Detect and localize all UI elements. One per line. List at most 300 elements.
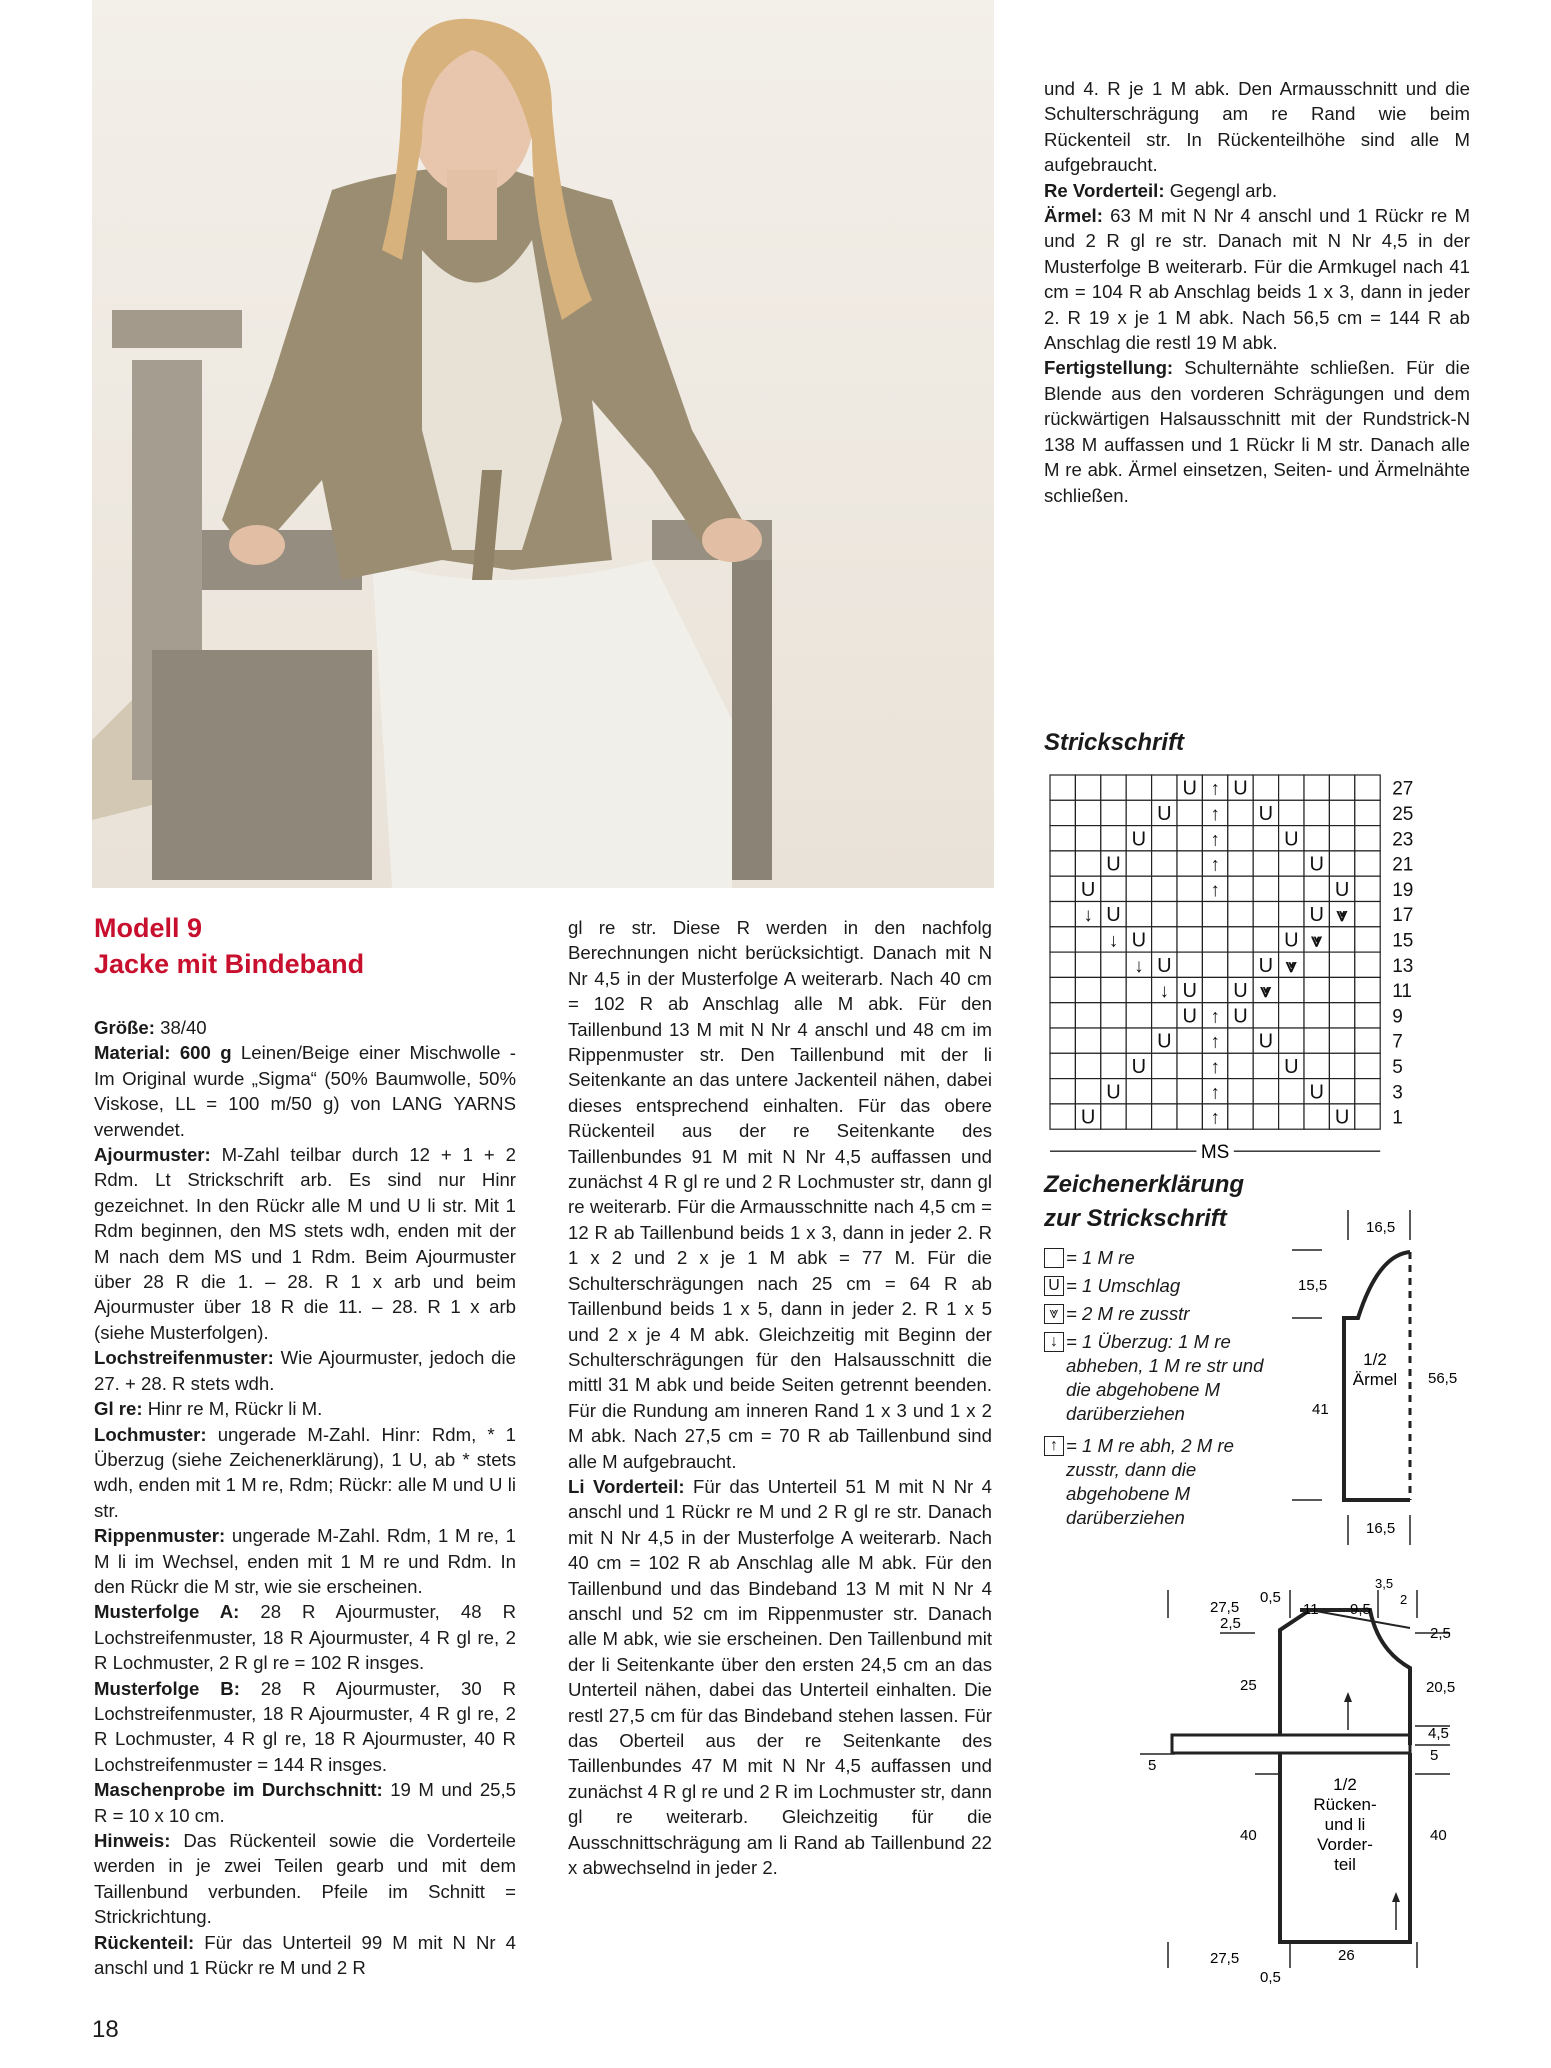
chart-cell [1126,977,1151,1002]
lower-right-height: 40 [1430,1827,1447,1844]
chart-cell [1177,952,1202,977]
right-dip: 2,5 [1430,1625,1451,1642]
yarn-over-icon: U [1233,980,1248,1003]
paragraph-text: Schulternähte schließen. Für die Blende aus den vorderen Schrägungen und dem rückwärtigen Halsausschnitt mit der Rundstrick-N 138 M auffassen und 1 Rückr li M str. Danach alle M re abk. Ärmel einsetzen, Seiten- und Ärmelnähte schließen. [1044,357,1470,506]
chart-cell [1355,927,1380,952]
yarn-over-icon: U [1334,878,1350,901]
chart-cell [1228,1053,1253,1078]
paragraph [568,1474,992,1881]
chart-cell [1355,977,1380,1002]
chart-cell [1253,876,1278,901]
legend-item-skp [1044,1330,1294,1426]
chart-cell [1355,1053,1380,1078]
paragraph-text: Für das Unterteil 51 M mit N Nr 4 anschl und 1 Rückr re M und 2 R gl re str. Danach mit N Nr 4,5 in der Musterfolge A weiterarb. Nach 40 cm = 102 R ab Anschlag alle M abk. Für den Taillenbund und das Bindeband 13 M mit N Nr 4 anschl und 52 cm im Rippenmuster str. Danach alle M abk, wie sie erscheinen. Den Taillenbund mit der li Seitenkante über den ersten 24,5 cm an das Unterteil nähen, dabei das Unterteil einhalten. Die restl 27,5 cm für das Bindeband stehen lassen. Für das Oberteil aus der re Seitenkante des Taillenbundes 47 M mit N Nr 4,5 auffassen und zunächst 4 R gl re und 2 R im Lochmuster str, dann gl re weiterarb. Gleichzeitig für die Ausschnittschrägung am li Rand ab Taillenbund 22 x abwechselnd in jeder 2. [568,1475,992,1879]
chart-cell [1228,902,1253,927]
down-arrow-icon: ↓ [1044,1332,1064,1352]
chart-cell [1329,851,1354,876]
chart-cell [1126,902,1151,927]
chart-cell [1075,826,1100,851]
legend-item-knit [1044,1246,1294,1270]
paragraph [94,1930,516,1981]
chart-cell [1329,1053,1354,1078]
up-arrow-icon: ↑ [1210,1006,1220,1028]
down-arrow-icon: ↓ [1159,981,1170,1003]
down-arrow-icon: ↓ [1108,930,1119,952]
body-label-2: Rücken- [1313,1795,1377,1814]
chart-cell [1126,1003,1151,1028]
paragraph-text: 28 R Ajourmuster, 48 R Lochstreifenmuster, 18 R Ajourmuster, 4 R gl re, 2 R Lochmuster, 2 R gl re = 102 R insges. [94,1601,516,1674]
yarn-over-icon: U [1131,929,1147,952]
sleeve-top-width: 16,5 [1366,1219,1396,1236]
body-label-3: und li [1324,1815,1366,1834]
chart-row-label: 21 [1392,854,1414,876]
chart-cell [1329,977,1354,1002]
chart-row-label: 3 [1392,1082,1403,1104]
yarn-over-icon: U [1157,954,1172,977]
paragraph-label: Re Vorderteil: [1044,179,1165,201]
paragraph-text: 38/40 [154,1017,207,1038]
paragraph-label: Lochstreifenmuster: [94,1347,274,1369]
paragraph [94,1396,516,1421]
chart-cell [1101,826,1126,851]
chart-cell [1329,800,1354,825]
chart-cell [1304,826,1329,851]
chart-row-label: 17 [1392,905,1414,927]
knit-stitch-icon [1044,1248,1064,1268]
paragraph-text: 28 R Ajourmuster, 30 R Lochstreifenmuster, 18 R Ajourmuster, 4 R gl re, 2 R Lochmuster, 4 R gl re, 18 R Ajourmuster, 40 R Lochstreifenmuster = 144 R insges. [94,1677,516,1775]
chart-cell [1050,775,1075,800]
legend-heading [1044,1168,1244,1236]
chart-cell [1050,902,1075,927]
chart-cell [1355,851,1380,876]
chart-cell [1075,977,1100,1002]
yarn-over-icon: U [1157,1030,1172,1053]
legend-text: = 1 M re [1066,1247,1135,1268]
chart-cell [1304,1003,1329,1028]
body-schematic [1110,1570,1470,1995]
chart-row-label: 19 [1392,879,1414,901]
paragraph-text: gl re str. Diese R werden in den nachfolg Berechnungen nicht berücksichtigt. Danach mit N Nr 4,5 in der Musterfolge A weiterarb. Nach 40 cm = 102 R ab Anschlag alle M abk. Für den Taillenbund 13 M mit N Nr 4 anschl und 48 cm im Rippenmuster str. Den Taillenbund mit der li Seitenkante an das untere Jackenteil nähen, dabei dieses entsprechend einhalten. Für das obere Rückenteil aus der re Seitenkante des Taillenbundes 91 M mit N Nr 4,5 auffassen und zunächst 4 R gl re und 2 R Lochmuster str, dann gl re weiterarb. Für die Armausschnitte nach 4,5 cm = 12 R ab Taillenbund beids 1 x 3, dann in jeder 2. R 1 x 2 und 2 x je 1 M abk = 77 M. Für die Schulterschrägungen nach 25 cm = 64 R ab Taillenbund beids 1 x 5, dann in jeder 2. R 1 x 5 und 2 x je 4 M abk. Gleichzeitig mit Beginn der Schulterschrägungen für den Halsausschnitt die mittl 31 M abk und beide Seiten getrennt beenden. Für die Rundung am inneren Rand 1 x 3 und 1 x 2 M abk. Nach 27,5 cm = 70 R ab Taillenbund sind alle M aufgebraucht. [568,917,992,1472]
bottom-offset: 0,5 [1260,1969,1281,1986]
model-name: Jacke mit Bindeband [94,949,365,979]
paragraph-text: ungerade M-Zahl. Rdm, 1 M re, 1 M li im Wechsel, enden mit 1 M re und Rdm. In den Rückr die M str, wie sie erscheinen. [94,1525,516,1597]
paragraph-text: Für das Unterteil 99 M mit N Nr 4 anschl und 1 Rückr re M und 2 R [94,1931,516,1979]
neck-offset: 0,5 [1260,1589,1281,1606]
chart-cell [1279,1104,1304,1129]
legend-item-sk2p [1044,1434,1294,1530]
paragraph-label: Lochmuster: [94,1423,207,1445]
legend-text: = 2 M re zusstr [1066,1303,1190,1324]
chart-cell [1050,952,1075,977]
chart-cell [1253,826,1278,851]
paragraph-label: Ajourmuster: [94,1144,211,1166]
yarn-over-icon: U [1309,1081,1324,1104]
paragraph [94,1777,516,1828]
yarn-over-icon: U [1080,878,1096,901]
paragraph [94,1040,516,1142]
yarn-over-icon: U [1309,904,1324,927]
paragraph [94,1142,516,1345]
chart-cell [1177,826,1202,851]
chart-cell [1279,800,1304,825]
yarn-over-icon: U [1258,802,1274,825]
paragraph-text: 63 M mit N Nr 4 anschl und 1 Rückr re M und 2 R gl re str. Danach mit N Nr 4,5 in der Musterfolge B weiterarb. Für die Armkugel nach 41 cm = 104 R ab Anschlag beids 1 x 3, dann in jeder 2. R 19 x je 1 M abk. Nach 56,5 cm = 144 R ab Anschlag die restl 19 M abk. [1044,205,1470,354]
up-arrow-icon: ↑ [1210,778,1220,800]
chart-cell [1177,1053,1202,1078]
chart-cell [1304,1053,1329,1078]
chart-row-label: 9 [1392,1006,1403,1028]
chart-row-label: 13 [1392,955,1414,977]
instructions-column-1 [94,1015,516,1980]
chart-cell [1202,952,1227,977]
chart-cell [1050,1028,1075,1053]
chart-cell [1075,1053,1100,1078]
legend-text: = 1 Überzug: 1 M re abheben, 1 M re str und die abgehobene M darüberziehen [1066,1331,1264,1424]
up-arrow-icon: ↑ [1210,1082,1220,1104]
legend-text: = 1 Umschlag [1066,1275,1181,1296]
chart-cell [1177,1104,1202,1129]
armhole-depth: 20,5 [1426,1679,1456,1696]
sleeve-lower-height: 41 [1312,1401,1329,1418]
chart-cell [1355,1104,1380,1129]
model-title [94,910,364,982]
yarn-over-icon: U [1106,1081,1121,1104]
yarn-over-icon: U [1258,954,1274,977]
paragraph-label: Musterfolge B: [94,1677,240,1699]
chart-cell [1228,851,1253,876]
up-arrow-icon: ↑ [1210,1107,1220,1129]
model-photo [92,0,994,888]
sleeve-label-1: 1/2 [1363,1350,1387,1369]
paragraph-label: Fertigstellung: [1044,357,1174,379]
chart-cell [1253,1079,1278,1104]
chart-cell [1075,927,1100,952]
paragraph-text: Das Rückenteil sowie die Vorderteile werden in je zwei Teilen gearb und mit dem Taillenbund verbunden. Pfeile im Schnitt = Strickrichtung. [94,1830,516,1928]
k2tog-icon: ⩔ [1311,930,1323,952]
lochmuster-b: 5 [1430,1747,1439,1764]
chart-cell [1355,800,1380,825]
chart-cell [1329,952,1354,977]
legend-text: = 1 M re abh, 2 M re zusstr, dann die abgehobene M darüberziehen [1066,1435,1234,1528]
chart-cell [1075,851,1100,876]
chart-cell [1279,876,1304,901]
sleeve-bottom-width: 16,5 [1366,1520,1396,1537]
chart-cell [1101,1028,1126,1053]
model-photo-icon [92,0,994,888]
chart-cell [1253,927,1278,952]
model-number: Modell 9 [94,913,203,943]
paragraph-label: Gl re: [94,1398,143,1420]
paragraph-text: M-Zahl teilbar durch 12 + 1 + 2 Rdm. Lt Strickschrift arb. Es sind nur Hinr gezeichnet. In den Rückr alle M und U li str. Mit 1 Rdm beginnen, den MS stets wdh, enden mit der M nach dem MS und 1 Rdm. Beim Ajourmuster über 28 R die 1. – 28. R 1 x arb und beim Ajourmuster über 18 R die 11. – 28. R 1 x arb (siehe Musterfolgen). [94,1144,516,1343]
chart-cell [1126,851,1151,876]
ms-label: MS [1200,1142,1230,1164]
yarn-over-icon: U [1182,777,1197,800]
chart-cell [1050,1003,1075,1028]
body-label-4: Vorder- [1317,1835,1373,1854]
chart-cell [1050,826,1075,851]
paragraph-label: Hinweis: [94,1830,171,1851]
chart-cell [1126,1028,1151,1053]
chart-cell [1050,851,1075,876]
chart-cell [1152,902,1177,927]
paragraph-text: Gegengl arb. [1164,179,1278,201]
edge-small: 2 [1400,1592,1408,1607]
legend-item-yarnover [1044,1274,1294,1298]
up-arrow-icon: ↑ [1210,829,1220,851]
k2tog-icon: ⩔ [1285,955,1297,977]
k2tog-icon: ⩔ [1336,905,1348,927]
neck-width: 11 [1303,1601,1319,1618]
chart-cell [1253,1053,1278,1078]
paragraph-label: Musterfolge A: [94,1601,240,1623]
paragraph-label: Li Vorderteil: [568,1475,685,1497]
yarn-over-icon: U [1182,980,1197,1003]
chart-cell [1228,826,1253,851]
band-left: 5 [1148,1757,1157,1774]
chart-cell [1101,1104,1126,1129]
chart-cell [1152,876,1177,901]
paragraph [94,1015,516,1040]
yarn-over-icon: U [1157,802,1172,825]
chart-cell [1355,902,1380,927]
legend-list [1044,1246,1294,1530]
paragraph [568,915,992,1474]
chart-cell [1202,902,1227,927]
chart-cell [1228,800,1253,825]
chart-cell [1279,1028,1304,1053]
paragraph [1044,203,1470,355]
legend-item-k2tog [1044,1302,1294,1326]
chart-cell [1355,826,1380,851]
chart-row-label: 1 [1392,1107,1403,1129]
chart-cell [1329,1028,1354,1053]
knitting-chart [1040,765,1414,1164]
chart-cell [1304,1104,1329,1129]
chart-cell [1152,775,1177,800]
paragraph-label: Ärmel: [1044,205,1103,227]
chart-cell [1304,775,1329,800]
paragraph [94,1828,516,1930]
chart-cell [1329,1003,1354,1028]
chart-cell [1355,952,1380,977]
paragraph [94,1676,516,1778]
chart-cell [1152,1003,1177,1028]
up-arrow-icon: ↑ [1210,1031,1220,1053]
chart-cell [1050,977,1075,1002]
shoulder-left: 27,5 [1210,1599,1240,1616]
yarn-over-icon: U [1233,1005,1248,1028]
chart-cell [1279,775,1304,800]
up-arrow-icon: ↑ [1210,803,1220,825]
sleeve-total-height: 56,5 [1428,1370,1458,1387]
chart-cell [1304,800,1329,825]
chart-cell [1304,1028,1329,1053]
sleeve-label-2: Ärmel [1352,1370,1398,1389]
upper-height: 25 [1240,1677,1257,1694]
chart-cell [1228,876,1253,901]
up-arrow-icon: ↑ [1210,1056,1220,1078]
chart-cell [1075,775,1100,800]
paragraph-label: Material: 600 g [94,1042,232,1064]
chart-cell [1279,1003,1304,1028]
legend-heading-line1: Zeichenerklärung [1044,1171,1245,1198]
chart-cell [1101,952,1126,977]
yarn-over-icon: U [1106,853,1121,876]
paragraph-text: ungerade M-Zahl. Hinr: Rdm, * 1 Überzug (siehe Zeichenerklärung), 1 U, ab * stets wdh, enden mit 1 M re, Rdm; Rückr: alle M und U li str. [94,1423,516,1521]
left-dip: 2,5 [1220,1615,1241,1632]
chart-cell [1253,1003,1278,1028]
chart-row-label: 23 [1392,829,1414,851]
paragraph [1044,178,1470,203]
paragraph-label: Rückenteil: [94,1931,195,1953]
yarn-over-icon: U [1233,777,1248,800]
down-arrow-icon: ↓ [1134,955,1144,977]
paragraph-label: Maschenprobe im Durchschnitt: [94,1779,383,1801]
chart-cell [1279,1079,1304,1104]
paragraph [94,1599,516,1675]
chart-cell [1050,800,1075,825]
chart-cell [1329,927,1354,952]
yarn-over-icon: U [1131,1055,1147,1078]
chart-cell [1126,775,1151,800]
bottom-width: 26 [1338,1947,1355,1964]
chart-cell [1177,876,1202,901]
paragraph [1044,76,1470,178]
chart-cell [1355,1003,1380,1028]
edge-top: 3,5 [1375,1576,1394,1591]
chart-row-label: 25 [1392,803,1414,825]
chart-cell [1152,1079,1177,1104]
paragraph-text: Leinen/Beige einer Mischwolle - Im Original wurde „Sigma“ (50% Baumwolle, 50% Viskose, LL = 100 m/50 g) von LANG YARNS verwendet. [94,1042,516,1140]
chart-cell [1355,1079,1380,1104]
chart-cell [1253,1104,1278,1129]
sleeve-schematic [1280,1200,1460,1550]
instructions-column-3 [1044,76,1470,508]
chart-cell [1202,927,1227,952]
chart-cell [1177,800,1202,825]
shoulder-right: 9,5 [1350,1601,1371,1618]
down-arrow-icon: ↓ [1083,905,1093,927]
chart-cell [1075,1028,1100,1053]
paragraph-label: Rippenmuster: [94,1525,226,1547]
up-arrow-icon: ↑ [1210,854,1220,876]
chart-cell [1304,876,1329,901]
chart-cell [1101,977,1126,1002]
chart-cell [1075,1079,1100,1104]
chart-cell [1152,1053,1177,1078]
paragraph [1044,355,1470,507]
chart-cell [1304,977,1329,1002]
chart-cell [1329,1079,1354,1104]
yarn-over-icon: U [1334,1106,1350,1129]
chart-cell [1101,800,1126,825]
chart-cell [1177,902,1202,927]
chart-cell [1228,1104,1253,1129]
body-label-1: 1/2 [1333,1775,1357,1794]
chart-cell [1152,851,1177,876]
chart-cell [1177,1028,1202,1053]
paragraph-text: Hinr re M, Rückr li M. [142,1398,323,1420]
chart-cell [1279,902,1304,927]
chart-cell [1279,851,1304,876]
chart-cell [1355,775,1380,800]
chart-cell [1126,876,1151,901]
chart-cell [1126,800,1151,825]
yarn-over-icon: U [1284,1055,1299,1078]
chart-row-label: 15 [1392,930,1414,952]
chart-cell [1152,826,1177,851]
chart-cell [1152,927,1177,952]
chart-cell [1329,826,1354,851]
chart-cell [1253,902,1278,927]
sleeve-cap-height: 15,5 [1298,1277,1328,1294]
yarn-over-icon: U [1309,853,1324,876]
k2tog-icon: ⩔ [1044,1304,1064,1324]
paragraph-text: 19 M und 25,5 R = 10 x 10 cm. [94,1779,517,1826]
yarn-over-icon: U [1131,828,1147,851]
chart-cell [1101,1053,1126,1078]
chart-cell [1050,1079,1075,1104]
chart-cell [1279,977,1304,1002]
chart-cell [1101,775,1126,800]
chart-cell [1050,1104,1075,1129]
chart-cell [1075,800,1100,825]
chart-cell [1202,977,1227,1002]
yarn-over-icon: U [1080,1106,1096,1129]
chart-cell [1228,1028,1253,1053]
chart-row-label: 7 [1392,1031,1403,1053]
chart-cell [1152,1104,1177,1129]
chart-cell [1126,1104,1151,1129]
chart-cell [1355,1028,1380,1053]
legend-heading-line2: zur Strickschrift [1044,1205,1227,1232]
chart-cell [1075,952,1100,977]
paragraph-text: und 4. R je 1 M abk. Den Armausschnitt und die Schulterschrägung am re Rand wie beim Rückenteil str. In Rückenteilhöhe sind alle M aufgebraucht. [1044,78,1470,176]
chart-row-label: 11 [1392,981,1412,1003]
chart-cell [1101,876,1126,901]
up-arrow-icon: ↑ [1044,1436,1064,1456]
chart-cell [1050,1053,1075,1078]
chart-cell [1329,775,1354,800]
chart-cell [1050,876,1075,901]
chart-cell [1304,952,1329,977]
chart-row-label: 27 [1392,778,1414,800]
instructions-column-2 [568,915,992,1880]
chart-cell [1126,1079,1151,1104]
chart-cell [1177,1079,1202,1104]
yarn-over-icon: U [1258,1030,1274,1053]
yarn-over-icon: U [1182,1005,1197,1028]
paragraph-text: Wie Ajourmuster, jedoch die 27. + 28. R stets wdh. [94,1347,516,1394]
chart-cell [1228,1079,1253,1104]
chart-cell [1228,952,1253,977]
paragraph [94,1345,516,1396]
page-number: 18 [92,2016,119,2043]
chart-cell [1101,1003,1126,1028]
chart-cell [1177,927,1202,952]
chart-row-label: 5 [1392,1056,1403,1078]
chart-cell [1075,1003,1100,1028]
chart-cell [1228,927,1253,952]
bottom-left: 27,5 [1210,1950,1240,1967]
up-arrow-icon: ↑ [1210,879,1220,901]
chart-cell [1177,851,1202,876]
paragraph-label: Größe: [94,1017,155,1038]
yarn-over-icon: U [1284,828,1299,851]
yarn-over-icon: U [1106,904,1121,927]
chart-cell [1355,876,1380,901]
chart-cell [1050,927,1075,952]
